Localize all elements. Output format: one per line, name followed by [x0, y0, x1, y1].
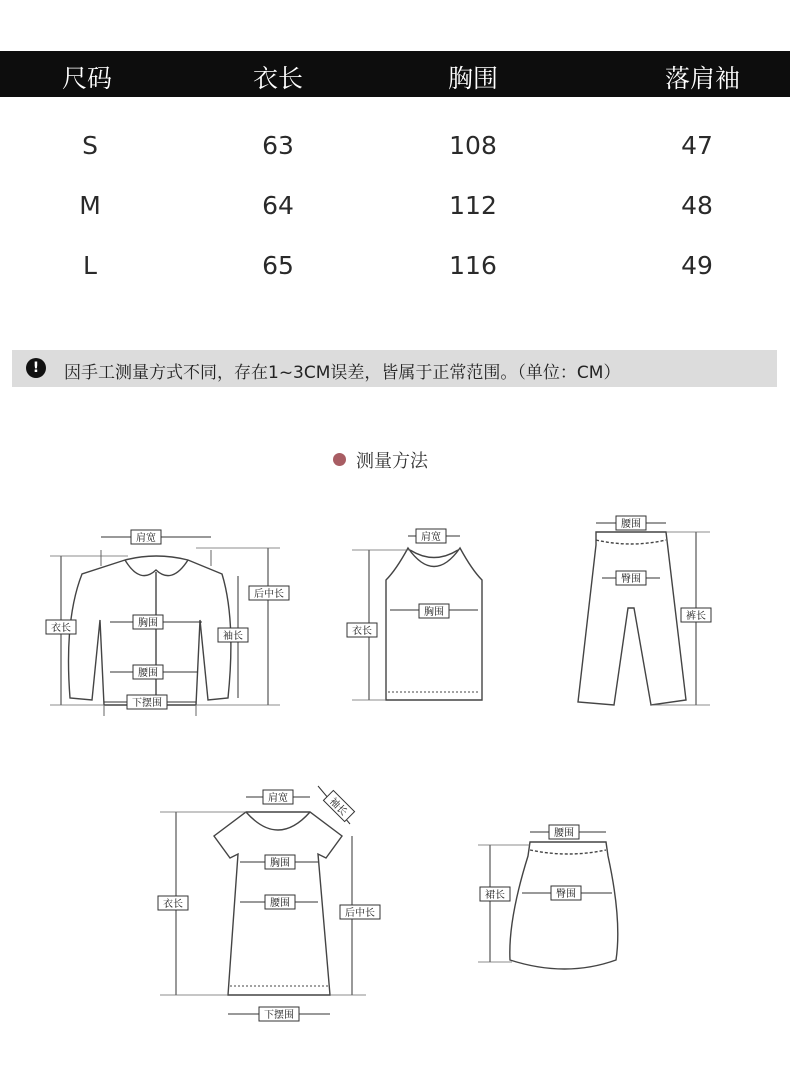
cell-chest: 116	[449, 251, 497, 280]
dress-sleeve-label: 袖长	[326, 796, 349, 819]
shirt-outline	[69, 556, 231, 705]
exclamation-icon: !	[26, 358, 46, 378]
dress-chest-label: 胸围	[270, 858, 290, 869]
skirt-waist-label: 腰围	[554, 828, 574, 839]
dress-back-center-label: 后中长	[345, 908, 375, 919]
cell-sleeve: 48	[681, 191, 713, 220]
shirt-shoulder-label: 肩宽	[136, 533, 156, 544]
skirt-labels	[480, 825, 581, 901]
dress-shoulder-label: 肩宽	[268, 793, 288, 804]
vest-diagram	[352, 536, 482, 700]
shirt-diagram	[50, 537, 280, 716]
shirt-waist-label: 腰围	[138, 668, 158, 679]
skirt-length-label: 裙长	[485, 890, 505, 901]
dress-waist-label: 腰围	[270, 898, 290, 909]
cell-length: 63	[262, 131, 294, 160]
pants-waistband	[596, 540, 666, 544]
shirt-length-label: 衣长	[51, 623, 71, 634]
dress-labels	[158, 790, 380, 1021]
vest-collar	[410, 550, 458, 558]
dress-neckline	[246, 812, 310, 830]
vest-outline	[386, 548, 482, 700]
cell-chest: 112	[449, 191, 497, 220]
header-length: 衣长	[253, 64, 304, 93]
skirt-hip-label: 臀围	[556, 889, 576, 900]
cell-chest: 108	[449, 131, 497, 160]
header-sleeve: 落肩袖	[665, 64, 741, 93]
dress-length-label: 衣长	[163, 899, 183, 910]
pants-length-label: 裤长	[686, 611, 706, 622]
shirt-sleeve-label: 袖长	[223, 631, 243, 642]
header-size: 尺码	[62, 64, 113, 93]
skirt-outline	[510, 842, 618, 969]
method-title-text: 测量方法	[356, 451, 428, 472]
shirt-back-center-label: 后中长	[254, 589, 284, 600]
cell-sleeve: 49	[681, 251, 713, 280]
dress-hem-label: 下摆围	[264, 1010, 294, 1021]
vest-shoulder-label: 肩宽	[421, 532, 441, 543]
shirt-chest-label: 胸围	[138, 618, 158, 629]
notice-text: 因手工测量方式不同，存在1~3CM误差，皆属于正常范围。（单位：CM）	[64, 363, 621, 383]
cell-size: L	[83, 251, 97, 280]
cell-sleeve: 47	[681, 131, 713, 160]
cell-size: S	[82, 131, 98, 160]
pants-hip-label: 臀围	[621, 574, 641, 585]
pants-outline	[578, 532, 686, 705]
shirt-hem-label: 下摆围	[132, 698, 162, 709]
cell-length: 65	[262, 251, 294, 280]
cell-size: M	[79, 191, 101, 220]
dress-diagram	[160, 786, 366, 1014]
header-chest: 胸围	[448, 64, 499, 93]
vest-chest-label: 胸围	[424, 607, 444, 618]
vest-labels	[347, 529, 449, 637]
vest-length-label: 衣长	[352, 626, 372, 637]
skirt-waistband	[530, 850, 606, 854]
pants-waist-label: 腰围	[621, 519, 641, 530]
cell-length: 64	[262, 191, 294, 220]
